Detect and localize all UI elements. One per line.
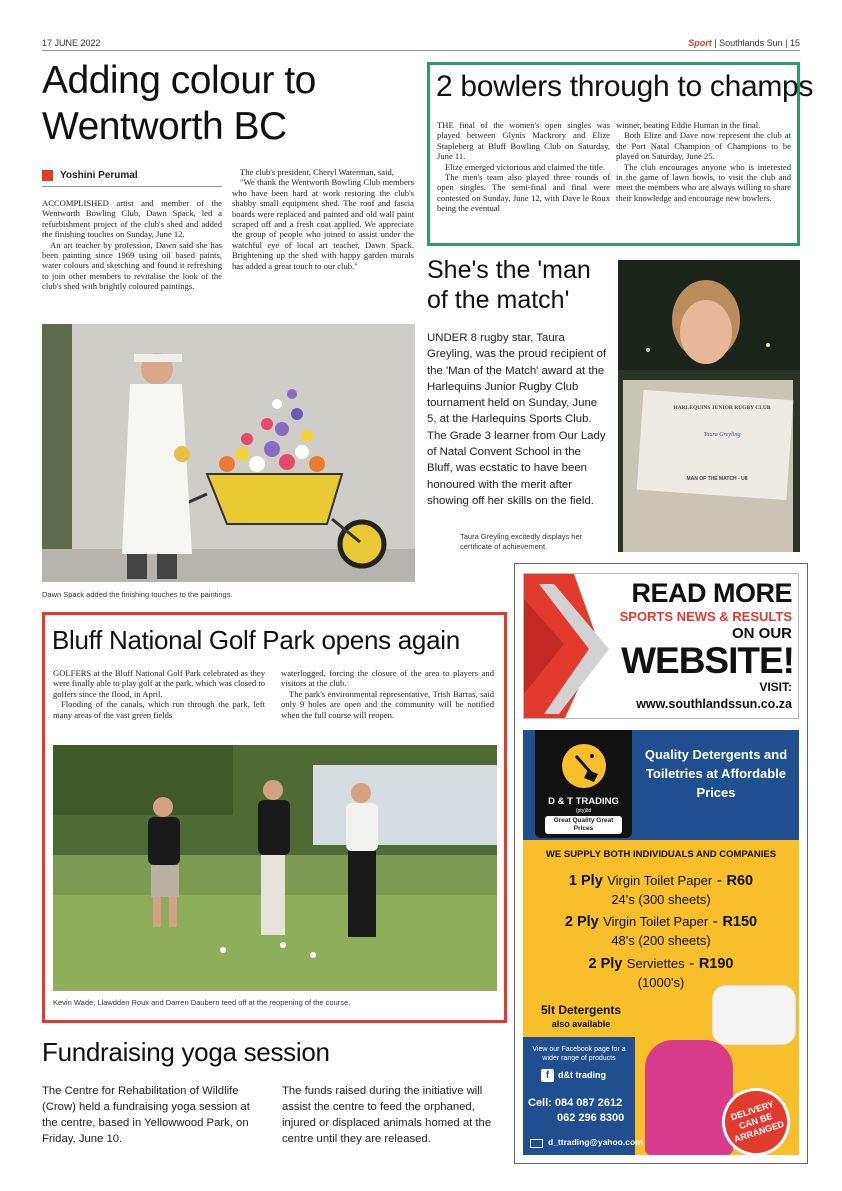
ad2-brand-tag: Great Quality Great Prices — [545, 816, 622, 834]
article4-headline: Bluff National Golf Park opens again — [52, 625, 460, 655]
product-line: 2 Ply Serviettes - R190 — [588, 955, 734, 972]
product-detail: (1000's) — [637, 975, 685, 990]
article1-headline: Adding colour to Wentworth BC — [42, 59, 316, 148]
ad2-cell: Cell: 084 087 2612 — [528, 1097, 623, 1109]
facebook-icon[interactable]: f — [541, 1069, 554, 1082]
ad2-brand-sub: (pty)ltd — [575, 808, 592, 814]
article1-caption: Dawn Spack added the finishing touches to the paintings. — [42, 590, 233, 599]
ad2-supply: WE SUPPLY BOTH INDIVIDUALS AND COMPANIES — [545, 849, 777, 860]
publication-label: | Southlands Sun | 15 — [714, 38, 800, 48]
article5-headline: Fundraising yoga session — [42, 1037, 330, 1067]
section-label: Sport — [688, 38, 712, 48]
ad2-detergents-sub: also available — [551, 1019, 611, 1029]
article3-headline: She's the 'man of the match' — [427, 256, 591, 314]
mural-photo — [42, 324, 415, 582]
article2-paragraph: Elize emerged victorious and claimed the title. — [445, 161, 605, 172]
golfers-photo — [53, 745, 497, 991]
article5-column-2: The funds raised during the initiative will assist the centre to feed the orphaned, injured or displaced animals homed at the centre until they are released. — [282, 1085, 492, 1145]
certificate-title: HARLEQUINS JUNIOR RUGBY CLUB — [673, 405, 771, 411]
header-rule — [42, 50, 800, 51]
article2-column-2 — [616, 120, 791, 203]
article1-byline: Yoshini Perumal — [60, 170, 138, 181]
issue-date: 17 JUNE 2022 — [42, 38, 101, 48]
article4-column-2 — [281, 668, 494, 720]
article4-paragraph: waterlogged, forcing the closure of the area to players and visitors at the club. — [281, 668, 494, 689]
article2-paragraph: The club encourages anyone who is interested in the game of lawn bowls, to visit the club and meet the members who are always willing to share their knowledge and encourage new bowlers. — [616, 161, 791, 203]
ad-visit: VISIT: — [759, 680, 792, 694]
page-header-right — [688, 38, 800, 48]
article2-paragraph: winner, beating Eddie Human in the final. — [616, 120, 761, 130]
article4-paragraph: GOLFERS at the Bluff National Golf Park celebrated as they were finally able to play golf at the park, which was closed to golfers since the flood, in April. — [53, 668, 265, 699]
product-detail: 48's (200 sheets) — [611, 933, 711, 948]
ad2-facebook-name[interactable]: d&t trading — [558, 1070, 606, 1080]
article5-column-1: The Centre for Rehabilitation of Wildlife (Crow) held a fundraising yoga session at the centre, based in Yellowwood Park, on Friday, June 10. — [42, 1085, 250, 1145]
ad2-detergents: 5lt Detergents — [540, 1003, 622, 1017]
delivery-badge: DELIVERY CAN BE ARRANGED — [713, 1079, 799, 1165]
certificate-name: Taura Greyling — [703, 432, 741, 438]
broom-icon — [562, 744, 606, 788]
ad-read-more: READ MORE — [631, 578, 792, 608]
certificate-award: MAN OF THE MATCH - U8 — [686, 476, 748, 482]
article3-body: UNDER 8 rugby star, Taura Greyling, was the proud recipient of the 'Man of the Match' award at the Harlequins Junior Rugby Club tournament held on Sunday, June 5, at the Harlequins Sports Club. The Grade 3 learner from Our Lady of Natal Convent School in the Bluff, was ecstatic to have been honoured with the merit after showing off her skills on the field. — [427, 332, 607, 507]
article2-headline: 2 bowlers through to champs — [436, 70, 814, 103]
ad-on-our: ON OUR — [732, 625, 792, 642]
article1-column-2 — [232, 167, 414, 271]
article1-paragraph: "We thank the Wentworth Bowling Club members who have been hard at work restoring the club's shabby small equipment shed. The roof and fascia boards were replaced and painted and old wall paint scraped off and a fresh coat applied. We appreciate the group of people who joined to assist under the watchful eye of local art teacher, Dawn Spack. Brightening up the shed with happy garden murals has added a great touch to our club." — [232, 177, 414, 271]
ad2-tagline: Quality Detergents and Toiletries at Affordable Prices — [644, 747, 788, 800]
article1-paragraph: An art teacher by profession, Dawn said she has been painting since 1969 using oil based paints, water colours and sketching and found it refreshing to join other members to revitalise the look of the club's shed with brightly coloured paintings. — [42, 239, 222, 292]
mail-icon — [530, 1139, 543, 1148]
article1-column-1 — [42, 198, 222, 292]
ad2-brand: D & T TRADING — [548, 796, 619, 807]
ad2-email[interactable]: d_ttrading@yahoo.com — [548, 1137, 643, 1147]
ad-sports-news: SPORTS NEWS & RESULTS — [619, 609, 792, 624]
product-line: 1 Ply Virgin Toilet Paper - R60 — [568, 872, 754, 889]
ad2-facebook-text: View our Facebook page for a wider range of products — [532, 1046, 626, 1062]
article3-caption: Taura Greyling excitedly displays her certificate of achievement. — [460, 532, 583, 551]
article1-paragraph: ACCOMPLISHED artist and member of the Wentworth Bowling Club, Dawn Spack, led a refurbishment project of the club's shed and added the finishing touches on Sunday, June 12. — [42, 198, 222, 240]
byline-marker — [42, 170, 53, 181]
product-line: 2 Ply Virgin Toilet Paper - R150 — [564, 913, 758, 930]
byline-rule — [42, 186, 222, 187]
article4-column-1 — [53, 668, 265, 720]
article4-paragraph: Flooding of the canals, which run through the park, left many areas of the vast green fields — [53, 699, 265, 720]
article2-column-1 — [437, 120, 610, 214]
ad-url-link[interactable]: www.southlandssun.co.za — [636, 697, 792, 711]
article2-paragraph: Both Elize and Dave now represent the club at the Port Natal Champion of Champions to be played on Saturday, June 25. — [616, 130, 791, 162]
ad-website: WEBSITE! — [621, 640, 794, 681]
detergent-bottle-image — [645, 1040, 733, 1155]
article2-paragraph: THE final of the women's open singles was played between Glynis Mackrory and Elize Stapleberg at Bluff Bowling Club on Saturday, June 11. — [437, 120, 610, 162]
article4-paragraph: The park's environmental representative, Trish Barras, said only 9 holes are open and the community will be notified when the full course will reopen. — [281, 688, 494, 720]
article1-paragraph: The club's president, Cheryl Waterman, said, — [240, 167, 394, 177]
article2-paragraph: The men's team also played three rounds of open singles. The semi-final and final were contested on Sunday, June 12, with Dave le Roux being the eventual — [437, 172, 610, 214]
toilet-roll-image — [712, 985, 796, 1045]
ad2-cell-2: 062 296 8300 — [557, 1112, 625, 1124]
product-detail: 24's (300 sheets) — [611, 892, 711, 907]
article4-caption: Kevin Wade, Llawdden Roux and Darren Daubern teed off at the reopening of the course. — [53, 998, 351, 1007]
